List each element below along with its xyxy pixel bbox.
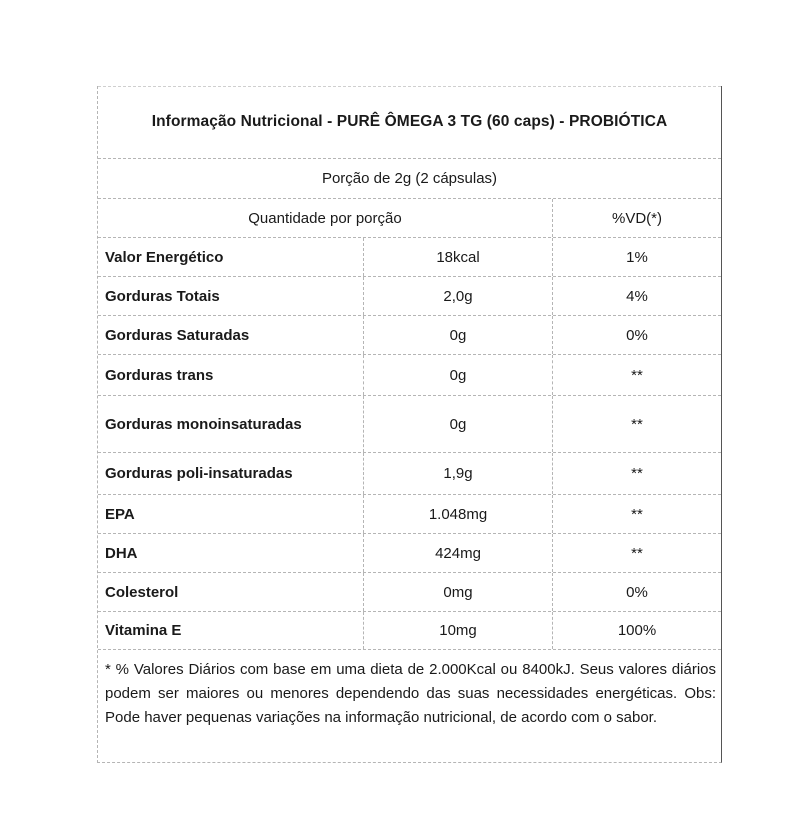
footnote: * % Valores Diários com base em uma dieta de 2.000Kcal ou 8400kJ. Seus valores diários podem ser maiores ou menores dependendo das suas necessidades energéticas. Obs: Pode haver pequenas variações na informação nutricional, de acordo com o sabor.	[105, 661, 716, 726]
nutrient-vd: **	[631, 465, 643, 482]
table-row	[98, 396, 721, 453]
table-row	[98, 355, 721, 396]
table-row	[98, 495, 721, 534]
column-header-row	[98, 199, 721, 238]
portion-text: Porção de 2g (2 cápsulas)	[321, 170, 498, 187]
vd-header: %VD(*)	[611, 209, 662, 227]
nutrient-vd: 0%	[626, 583, 648, 601]
table-title: Informação Nutricional - PURÊ ÔMEGA 3 TG (60 caps) - PROBIÓTICA	[151, 113, 668, 130]
nutrient-amount: 0g	[364, 355, 553, 395]
nutrition-facts-table	[97, 86, 722, 763]
nutrient-vd: **	[631, 544, 643, 562]
nutrient-amount: 0g	[364, 316, 553, 354]
nutrient-vd: **	[631, 415, 643, 433]
nutrient-vd: 4%	[626, 287, 648, 305]
nutrient-amount: 424mg	[364, 534, 553, 572]
nutrient-vd: 1%	[626, 248, 648, 266]
nutrient-amount: 1.048mg	[364, 495, 553, 533]
nutrient-name: Gorduras trans	[98, 355, 364, 395]
nutrient-name: Vitamina E	[98, 612, 364, 649]
nutrient-vd: **	[631, 366, 643, 384]
nutrient-name: DHA	[98, 534, 364, 572]
table-row	[98, 534, 721, 573]
nutrient-vd: **	[631, 505, 643, 523]
table-row	[98, 316, 721, 355]
table-row	[98, 573, 721, 612]
nutrient-name: Gorduras poli-insaturadas	[98, 453, 364, 494]
table-row	[98, 453, 721, 495]
table-title-row	[98, 86, 721, 159]
table-row	[98, 238, 721, 277]
nutrient-amount: 1,9g	[364, 453, 553, 494]
nutrient-amount: 18kcal	[364, 238, 553, 276]
nutrient-name: EPA	[98, 495, 364, 533]
nutrient-name: Gorduras Totais	[98, 277, 364, 315]
nutrient-amount: 2,0g	[364, 277, 553, 315]
portion-row	[98, 159, 721, 199]
nutrient-amount: 0mg	[364, 573, 553, 611]
nutrient-name: Gorduras monoinsaturadas	[98, 396, 364, 452]
nutrient-name: Valor Energético	[98, 238, 364, 276]
nutrient-amount: 0g	[364, 396, 553, 452]
table-row	[98, 277, 721, 316]
nutrient-name: Gorduras Saturadas	[98, 316, 364, 354]
nutrient-vd: 100%	[617, 622, 657, 639]
nutrient-vd: 0%	[626, 326, 648, 344]
quantity-header: Quantidade por porção	[98, 199, 553, 237]
nutrient-name: Colesterol	[98, 573, 364, 611]
table-row	[98, 612, 721, 650]
nutrient-amount: 10mg	[364, 612, 553, 649]
